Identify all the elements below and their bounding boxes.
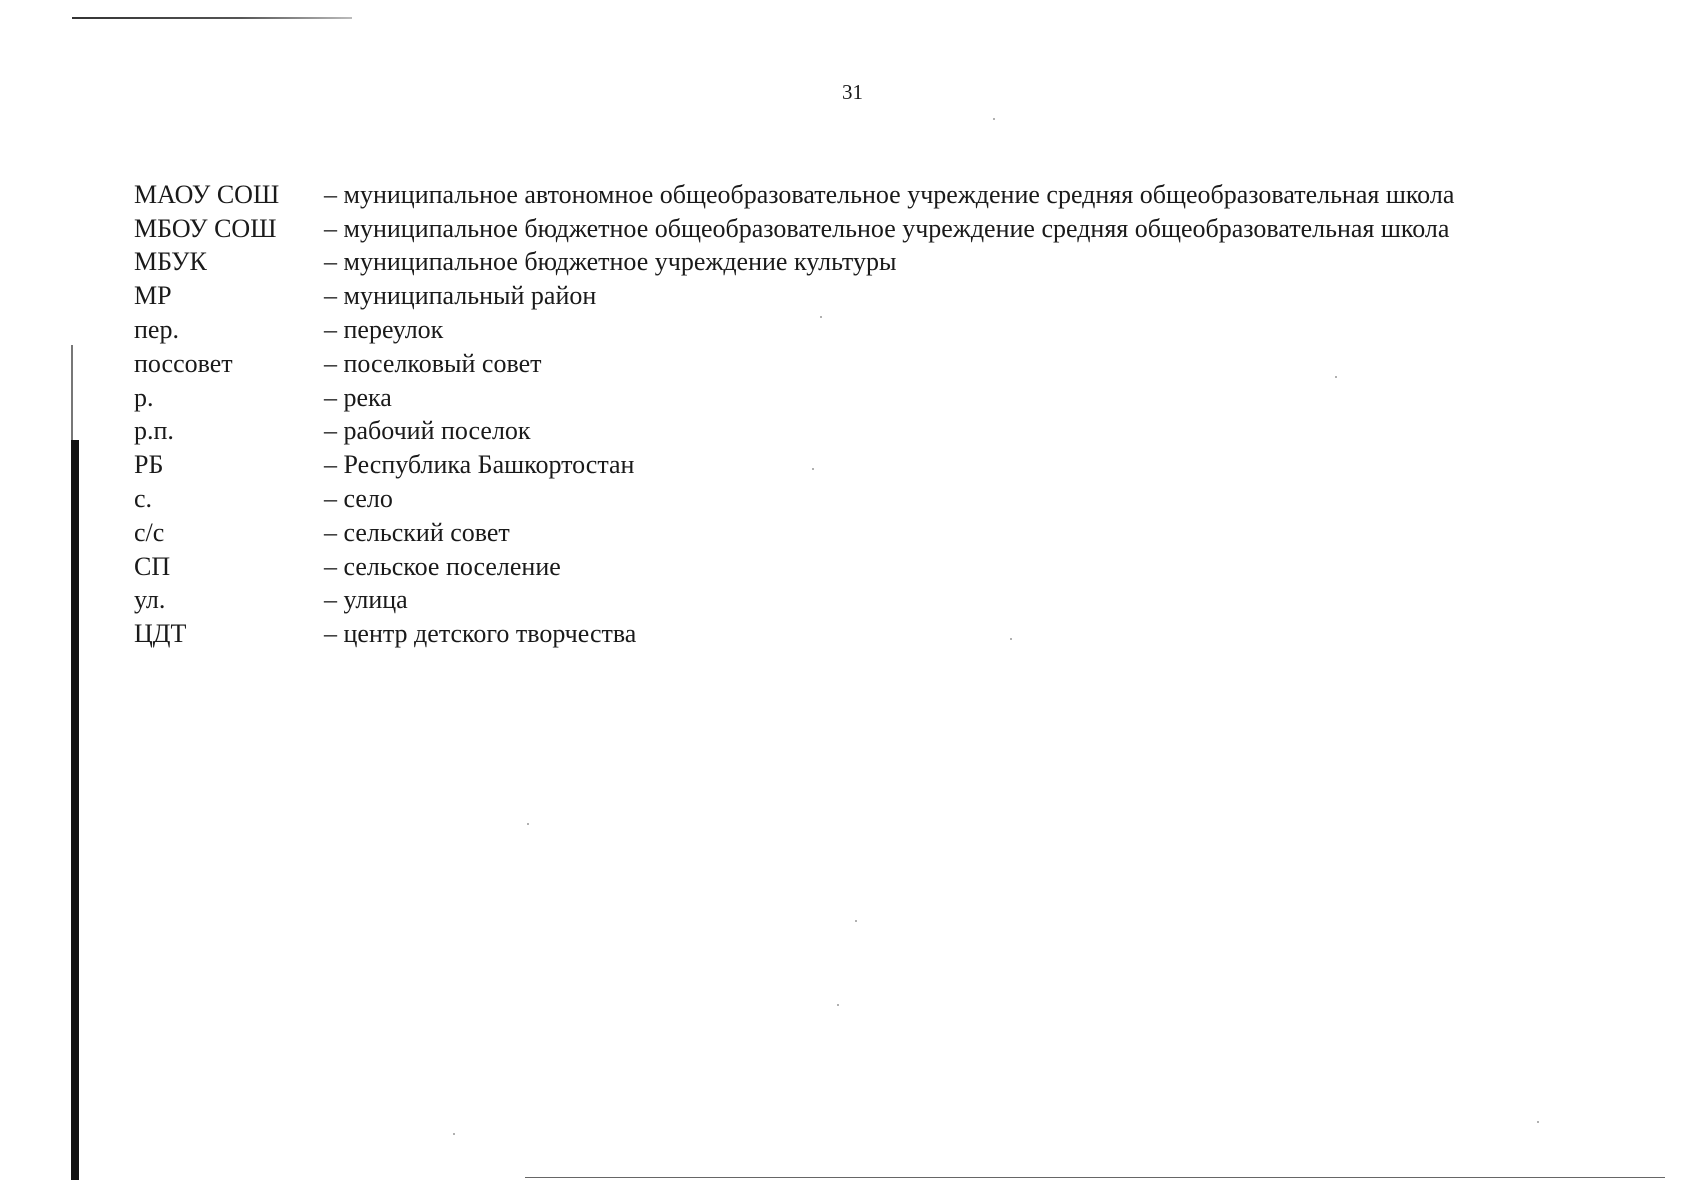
abbreviation-definition: – муниципальный район [324, 281, 597, 311]
abbreviation-term: МАОУ СОШ [134, 179, 280, 209]
abbreviation-term: МБОУ СОШ [134, 213, 277, 243]
abbreviation-term: поссовет [134, 348, 233, 378]
abbreviation-definition: – муниципальное бюджетное общеобразовательное учреждение средняя общеобразовательная школа [324, 213, 1450, 243]
abbreviation-definition: – сельский совет [324, 517, 510, 547]
abbreviation-definition: – центр детского творчества [324, 619, 637, 649]
abbreviation-row [134, 482, 1574, 516]
abbreviation-definition: – муниципальное автономное общеобразовательное учреждение средняя общеобразовательная школа [324, 179, 1455, 209]
abbreviation-definition: – село [324, 484, 393, 514]
abbreviation-term: с. [134, 484, 153, 514]
abbreviation-term: ЦДТ [134, 619, 187, 649]
abbreviation-term: ул. [134, 585, 166, 615]
abbreviation-list [134, 178, 1574, 651]
abbreviation-definition: – улица [324, 585, 408, 615]
abbreviation-row [134, 381, 1574, 415]
scan-edge-bottom [525, 1177, 1665, 1178]
abbreviation-term: с/с [134, 517, 165, 547]
scan-speck [837, 1004, 839, 1006]
scan-speck [453, 1133, 455, 1135]
abbreviation-row [134, 516, 1574, 550]
abbreviation-row [134, 550, 1574, 584]
abbreviation-row [134, 584, 1574, 618]
abbreviation-row [134, 313, 1574, 347]
abbreviation-definition: – переулок [324, 315, 444, 345]
abbreviation-term: МР [134, 281, 172, 311]
abbreviation-definition: – Республика Башкортостан [324, 450, 635, 480]
abbreviation-term: р.п. [134, 416, 174, 446]
abbreviation-row [134, 279, 1574, 313]
scan-edge-left-thin [71, 345, 73, 445]
abbreviation-term: РБ [134, 450, 164, 480]
abbreviation-definition: – муниципальное бюджетное учреждение культуры [324, 247, 897, 277]
abbreviation-definition: – рабочий поселок [324, 416, 531, 446]
abbreviation-definition: – поселковый совет [324, 348, 542, 378]
abbreviation-definition: – река [324, 382, 392, 412]
abbreviation-row [134, 448, 1574, 482]
scan-edge-top [72, 17, 352, 19]
abbreviation-term: пер. [134, 315, 179, 345]
scan-edge-left [71, 440, 79, 1180]
abbreviation-row [134, 212, 1574, 246]
scan-speck [855, 920, 857, 922]
abbreviation-row [134, 617, 1574, 651]
abbreviation-term: МБУК [134, 247, 207, 277]
scan-speck [993, 118, 995, 120]
abbreviation-row [134, 347, 1574, 381]
abbreviation-term: р. [134, 382, 154, 412]
abbreviation-row [134, 246, 1574, 280]
abbreviation-row [134, 415, 1574, 449]
abbreviation-definition: – сельское поселение [324, 551, 561, 581]
abbreviation-row [134, 178, 1574, 212]
page-number: 31 [842, 80, 863, 104]
scan-speck [527, 823, 529, 825]
abbreviation-term: СП [134, 551, 171, 581]
scan-speck [1537, 1121, 1539, 1123]
